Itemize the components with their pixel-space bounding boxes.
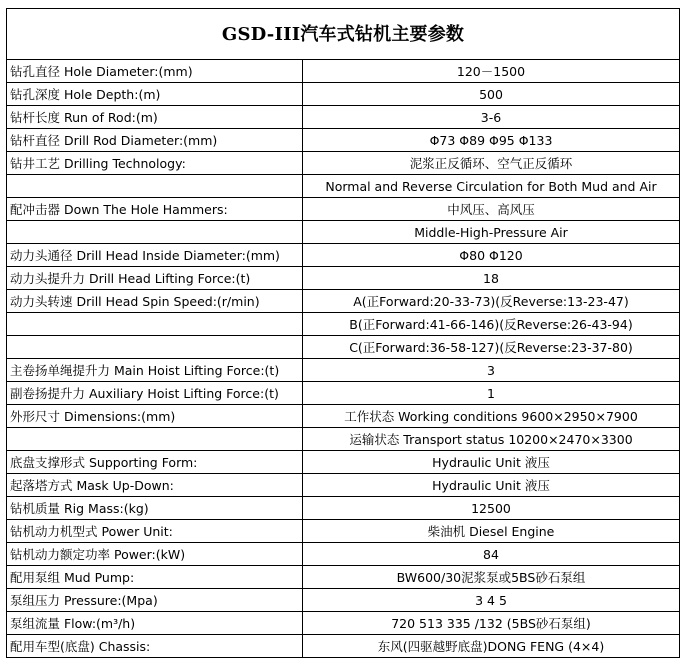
value-cell: B(正Forward:41-66-146)(反Reverse:26-43-94) (303, 313, 680, 336)
table-row (7, 566, 680, 589)
table-row (7, 290, 680, 313)
value-cell: Middle-High-Pressure Air (303, 221, 680, 244)
table-row (7, 382, 680, 405)
table-row (7, 83, 680, 106)
value-cell: 18 (303, 267, 680, 290)
value-cell: Φ80 Φ120 (303, 244, 680, 267)
table-row (7, 152, 680, 175)
spec-table-body (7, 9, 680, 658)
value-cell: 12500 (303, 497, 680, 520)
table-row (7, 359, 680, 382)
parameter-cell: 起落塔方式 Mask Up-Down: (7, 474, 303, 497)
value-cell: Φ73 Φ89 Φ95 Φ133 (303, 129, 680, 152)
parameter-cell: 主卷扬单绳提升力 Main Hoist Lifting Force:(t) (7, 359, 303, 382)
parameter-cell (7, 221, 303, 244)
value-cell: C(正Forward:36-58-127)(反Reverse:23-37-80) (303, 336, 680, 359)
table-row (7, 175, 680, 198)
parameter-cell: 配冲击器 Down The Hole Hammers: (7, 198, 303, 221)
parameter-cell (7, 313, 303, 336)
table-row (7, 474, 680, 497)
table-row (7, 635, 680, 658)
value-cell: Hydraulic Unit 液压 (303, 451, 680, 474)
table-title: GSD-III汽车式钻机主要参数 (7, 9, 680, 60)
value-cell: 工作状态 Working conditions 9600×2950×7900 (303, 405, 680, 428)
value-cell: 东风(四驱越野底盘)DONG FENG (4×4) (303, 635, 680, 658)
parameter-cell: 钻机质量 Rig Mass:(kg) (7, 497, 303, 520)
value-cell: 中风压、高风压 (303, 198, 680, 221)
value-cell: 3-6 (303, 106, 680, 129)
parameter-cell: 钻机动力机型式 Power Unit: (7, 520, 303, 543)
parameter-cell (7, 428, 303, 451)
parameter-cell: 副卷扬提升力 Auxiliary Hoist Lifting Force:(t) (7, 382, 303, 405)
table-row (7, 612, 680, 635)
value-cell: BW600/30泥浆泵或5BS砂石泵组 (303, 566, 680, 589)
value-cell: 运输状态 Transport status 10200×2470×3300 (303, 428, 680, 451)
value-cell: 泥浆正反循环、空气正反循环 (303, 152, 680, 175)
parameter-cell: 钻孔直径 Hole Diameter:(mm) (7, 60, 303, 83)
value-cell: 120－1500 (303, 60, 680, 83)
table-row (7, 543, 680, 566)
table-row (7, 520, 680, 543)
table-row (7, 267, 680, 290)
value-cell: A(正Forward:20-33-73)(反Reverse:13-23-47) (303, 290, 680, 313)
parameter-cell: 配用车型(底盘) Chassis: (7, 635, 303, 658)
table-row (7, 129, 680, 152)
table-row (7, 336, 680, 359)
value-cell: 3 4 5 (303, 589, 680, 612)
parameter-cell: 泵组压力 Pressure:(Mpa) (7, 589, 303, 612)
value-cell: Normal and Reverse Circulation for Both Mud and Air (303, 175, 680, 198)
table-row (7, 198, 680, 221)
parameter-cell: 底盘支撑形式 Supporting Form: (7, 451, 303, 474)
parameter-cell: 钻杆长度 Run of Rod:(m) (7, 106, 303, 129)
value-cell: 500 (303, 83, 680, 106)
parameter-cell: 钻杆直径 Drill Rod Diameter:(mm) (7, 129, 303, 152)
value-cell: 柴油机 Diesel Engine (303, 520, 680, 543)
spec-table (6, 8, 680, 658)
parameter-cell: 外形尺寸 Dimensions:(mm) (7, 405, 303, 428)
parameter-cell: 动力头提升力 Drill Head Lifting Force:(t) (7, 267, 303, 290)
parameter-cell (7, 336, 303, 359)
parameter-cell: 泵组流量 Flow:(m³/h) (7, 612, 303, 635)
value-cell: 1 (303, 382, 680, 405)
table-row (7, 428, 680, 451)
table-row (7, 497, 680, 520)
value-cell: Hydraulic Unit 液压 (303, 474, 680, 497)
table-row (7, 106, 680, 129)
parameter-cell (7, 175, 303, 198)
table-row (7, 405, 680, 428)
table-row (7, 451, 680, 474)
table-row (7, 244, 680, 267)
parameter-cell: 钻机动力额定功率 Power:(kW) (7, 543, 303, 566)
parameter-cell: 配用泵组 Mud Pump: (7, 566, 303, 589)
table-row (7, 221, 680, 244)
parameter-cell: 钻孔深度 Hole Depth:(m) (7, 83, 303, 106)
parameter-cell: 动力头通径 Drill Head Inside Diameter:(mm) (7, 244, 303, 267)
table-row (7, 60, 680, 83)
table-row (7, 589, 680, 612)
parameter-cell: 动力头转速 Drill Head Spin Speed:(r/min) (7, 290, 303, 313)
value-cell: 720 513 335 /132 (5BS砂石泵组) (303, 612, 680, 635)
parameter-cell: 钻井工艺 Drilling Technology: (7, 152, 303, 175)
value-cell: 3 (303, 359, 680, 382)
title-row (7, 9, 680, 60)
value-cell: 84 (303, 543, 680, 566)
table-row (7, 313, 680, 336)
